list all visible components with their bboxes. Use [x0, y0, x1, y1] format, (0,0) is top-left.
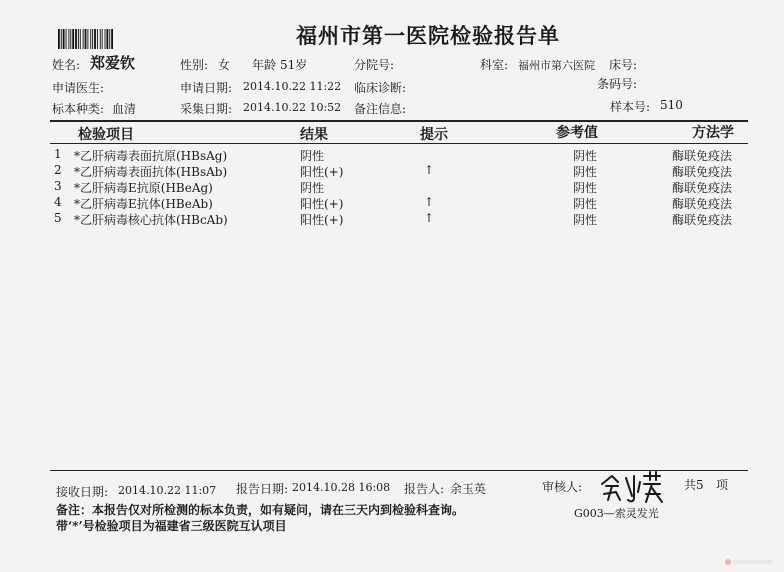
receive-value: 2014.10.22 11:07 — [118, 484, 217, 497]
row-method: 酶联免疫法 — [672, 149, 733, 163]
age-label: 年龄 — [252, 58, 277, 72]
row-item: *乙肝病毒表面抗体(HBsAb) — [74, 165, 228, 179]
row-method: 酶联免疫法 — [672, 213, 733, 227]
patient-name: 郑爱钦 — [90, 54, 136, 72]
reporter-value: 余玉英 — [450, 482, 487, 496]
col-hint: 提示 — [420, 127, 448, 143]
col-result: 结果 — [300, 127, 328, 143]
report-date-value: 2014.10.28 16:08 — [292, 481, 391, 494]
row-reference: 阴性 — [573, 197, 598, 211]
row-method: 酶联免疫法 — [672, 181, 733, 195]
row-item: *乙肝病毒E抗体(HBeAb) — [74, 197, 213, 211]
total-unit: 项 — [716, 478, 729, 492]
row-number: 5 — [54, 211, 62, 225]
row-result: 阴性 — [300, 149, 325, 163]
dept-value: 福州市第六医院 — [518, 59, 595, 72]
reporter-label: 报告人: — [404, 482, 445, 496]
barcode-label: 条码号: — [597, 77, 638, 91]
row-result: 阳性(+) — [300, 197, 344, 211]
row-reference: 阴性 — [573, 213, 598, 227]
sample-no-label: 样本号: — [610, 100, 651, 114]
table-header-rule — [50, 143, 748, 144]
footer-note-2: 带‘*’号检验项目为福建省三级医院互认项目 — [56, 519, 287, 533]
row-reference: 阴性 — [573, 165, 598, 179]
diagnosis-label: 临床诊断: — [354, 81, 407, 95]
sample-type-label: 标本种类: — [52, 102, 105, 116]
reviewer-signature — [598, 470, 664, 506]
row-hint: ↑ — [424, 195, 435, 209]
table-row — [0, 195, 784, 211]
barcode-image — [58, 29, 132, 49]
watermark-mark — [724, 558, 774, 566]
row-reference: 阴性 — [573, 181, 598, 195]
table-row — [0, 163, 784, 179]
dept-label: 科室: — [480, 58, 509, 72]
total-count: 共5 — [684, 478, 704, 492]
sample-no-value: 510 — [660, 98, 683, 112]
row-reference: 阴性 — [573, 149, 598, 163]
report-title: 福州市第一医院检验报告单 — [296, 24, 560, 48]
receive-label: 接收日期: — [56, 485, 109, 499]
row-method: 酶联免疫法 — [672, 165, 733, 179]
name-label: 姓名: — [52, 58, 81, 72]
row-item: *乙肝病毒表面抗原(HBsAg) — [74, 149, 228, 163]
gender-value: 女 — [218, 58, 231, 72]
branch-label: 分院号: — [354, 58, 395, 72]
row-hint: ↑ — [424, 211, 435, 225]
row-result: 阴性 — [300, 181, 325, 195]
col-method: 方法学 — [692, 125, 734, 141]
col-item: 检验项目 — [78, 127, 134, 143]
age-value: 51岁 — [280, 58, 308, 72]
row-result: 阳性(+) — [300, 165, 344, 179]
row-method: 酶联免疫法 — [672, 197, 733, 211]
table-row — [0, 147, 784, 163]
report-date-label: 报告日期: — [236, 482, 289, 496]
collect-date-value: 2014.10.22 10:52 — [243, 101, 342, 114]
apply-date-label: 申请日期: — [180, 81, 233, 95]
sample-type-value: 血清 — [112, 102, 137, 116]
row-number: 4 — [54, 195, 62, 209]
table-top-rule — [50, 120, 748, 122]
row-hint: ↑ — [424, 163, 435, 177]
row-item: *乙肝病毒核心抗体(HBcAb) — [74, 213, 228, 227]
row-number: 2 — [54, 163, 62, 177]
device-info: G003—索灵发光 — [574, 507, 659, 520]
collect-date-label: 采集日期: — [180, 102, 233, 116]
row-number: 3 — [54, 179, 62, 193]
row-number: 1 — [54, 147, 62, 161]
row-result: 阳性(+) — [300, 213, 344, 227]
footer-note-1: 备注：本报告仅对所检测的标本负责，如有疑问，请在三天内到检验科查询。 — [56, 503, 465, 517]
apply-date-value: 2014.10.22 11:22 — [243, 80, 342, 93]
doctor-label: 申请医生: — [52, 81, 105, 95]
gender-label: 性别: — [180, 58, 209, 72]
bed-label: 床号: — [609, 58, 638, 72]
remarks-label: 备注信息: — [354, 102, 407, 116]
row-item: *乙肝病毒E抗原(HBeAg) — [74, 181, 213, 195]
table-row — [0, 179, 784, 195]
reviewer-label: 审核人: — [542, 480, 583, 494]
col-reference: 参考值 — [556, 125, 598, 141]
table-row — [0, 211, 784, 227]
